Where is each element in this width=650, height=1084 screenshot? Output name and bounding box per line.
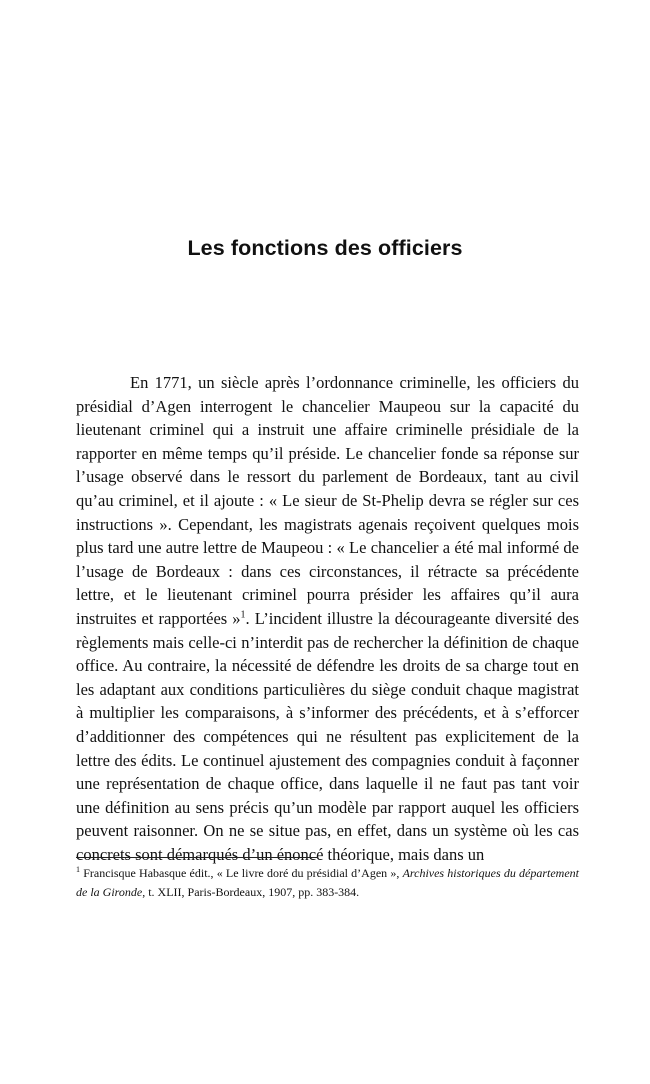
chapter-title: Les fonctions des officiers [187,236,463,260]
footnote-number: 1 [76,865,80,874]
footnote-reference[interactable]: 1 [240,609,246,621]
body-text-after-note: . L’incident illustre la décourageante diversité des règlements mais celle-ci n’interdit pas de rechercher la définition de chaque office. Au contraire, la nécessité de défendre les droits de sa charge tout en les adaptant aux conditions particulières du siège conduit chaque magistrat à multiplier les comparaisons, à s’informer des précédents, et à s’efforcer d’additionner des compétences qui ne résultent pas explicitement de la lettre des édits. Le continuel ajustement des compagnies conduit à façonner une représentation de chaque office, dans laquelle il ne faut pas tant voir une définition au sens précis qu’un modèle par rapport auquel les officiers peuvent raisonner. On ne se situe pas, en effet, dans un système où les cas concrets sont démarqués d’un énoncé théorique, mais dans un [76,608,579,864]
footnote [76,864,579,901]
body-text-before-note: En 1771, un siècle après l’ordonnance criminelle, les officiers du présidial d’Agen interrogent le chancelier Maupeou sur la capacité du lieutenant criminel qui a instruit une affaire criminelle présidiale de la rapporter en même temps qu’il préside. Le chancelier fonde sa réponse sur l’usage observé dans le ressort du parlement de Bordeaux, tant au civil qu’au criminel, et il ajoute : « Le sieur de St-Phelip devra se régler sur ces instructions ». Cependant, les magistrats agenais reçoivent quelques mois plus tard une autre lettre de Maupeou : « Le chancelier a été mal informé de l’usage de Bordeaux : dans ces circonstances, il rétracte sa précédente lettre, et le lieutenant criminel pourra présider les affaires qu’il aura instruites et rapportées » [76,373,579,628]
footnote-text-before: Francisque Habasque édit., « Le livre doré du présidial d’Agen », [80,866,403,880]
footnote-text-after: , t. XLII, Paris-Bordeaux, 1907, pp. 383-384. [142,884,360,899]
footnote-italic-title: Archives historiques du département de la Gironde [76,866,579,899]
body-paragraph [76,371,579,866]
footnote-separator [76,857,318,858]
